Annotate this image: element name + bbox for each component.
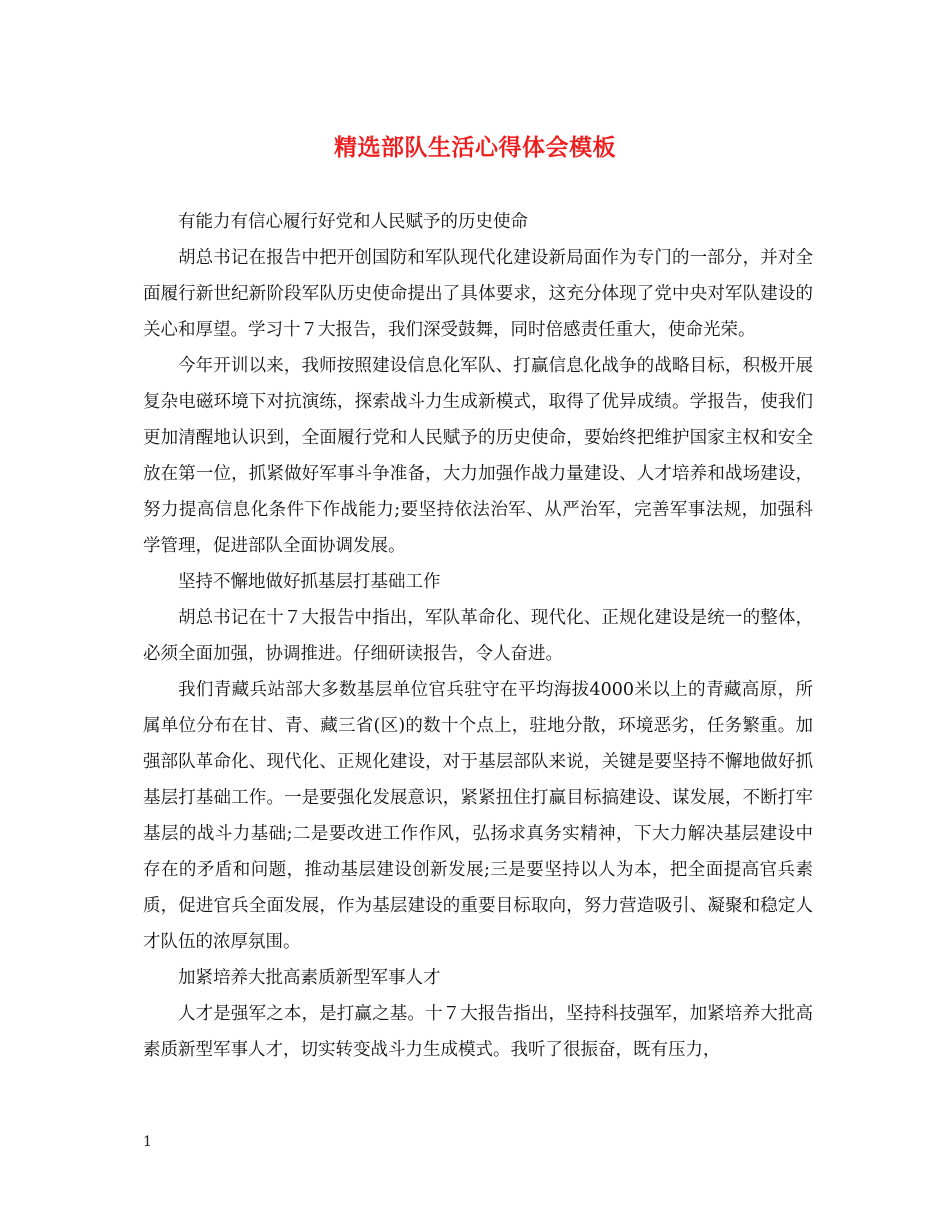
document-body xyxy=(143,204,813,1068)
body-paragraph: 我们青藏兵站部大多数基层单位官兵驻守在平均海拔4000米以上的青藏高原，所属单位分布在甘、青、藏三省(区)的数十个点上，驻地分散，环境恶劣，任务繁重。加强部队革命化、现代化、正规化建设，对于基层部队来说，关键是要坚持不懈地做好抓基层打基础工作。一是要强化发展意识，紧紧扭住打赢目标搞建设、谋发展，不断打牢基层的战斗力基础;二是要改进工作作风，弘扬求真务实精神，下大力解决基层建设中存在的矛盾和问题，推动基层建设创新发展;三是要坚持以人为本，把全面提高官兵素质，促进官兵全面发展，作为基层建设的重要目标取向，努力营造吸引、凝聚和稳定人才队伍的浓厚氛围。 xyxy=(143,680,813,952)
body-paragraph: 人才是强军之本，是打赢之基。十７大报告指出，坚持科技强军，加紧培养大批高素质新型军事人才，切实转变战斗力生成模式。我听了很振奋，既有压力， xyxy=(143,1004,813,1060)
section-heading-grassroots: 坚持不懈地做好抓基层打基础工作 xyxy=(178,572,441,592)
section-heading-mission: 有能力有信心履行好党和人民赋予的历史使命 xyxy=(178,212,528,232)
body-paragraph: 胡总书记在十７大报告中指出，军队革命化、现代化、正规化建设是统一的整体，必须全面加强，协调推进。仔细研读报告，令人奋进。 xyxy=(143,608,813,664)
page-number: 1 xyxy=(143,1134,152,1150)
body-paragraph: 胡总书记在报告中把开创国防和军队现代化建设新局面作为专门的一部分，并对全面履行新世纪新阶段军队历史使命提出了具体要求，这充分体现了党中央对军队建设的关心和厚望。学习十７大报告，我们深受鼓舞，同时倍感责任重大，使命光荣。 xyxy=(143,248,813,340)
body-paragraph: 今年开训以来，我师按照建设信息化军队、打赢信息化战争的战略目标，积极开展复杂电磁环境下对抗演练，探索战斗力生成新模式，取得了优异成绩。学报告，使我们更加清醒地认识到，全面履行党和人民赋予的历史使命，要始终把维护国家主权和安全放在第一位，抓紧做好军事斗争准备，大力加强作战力量建设、人才培养和战场建设，努力提高信息化条件下作战能力;要坚持依法治军、从严治军，完善军事法规，加强科学管理，促进部队全面协调发展。 xyxy=(143,356,813,556)
document-title: 精选部队生活心得体会模板 xyxy=(334,134,616,161)
section-heading-talent: 加紧培养大批高素质新型军事人才 xyxy=(178,968,441,988)
